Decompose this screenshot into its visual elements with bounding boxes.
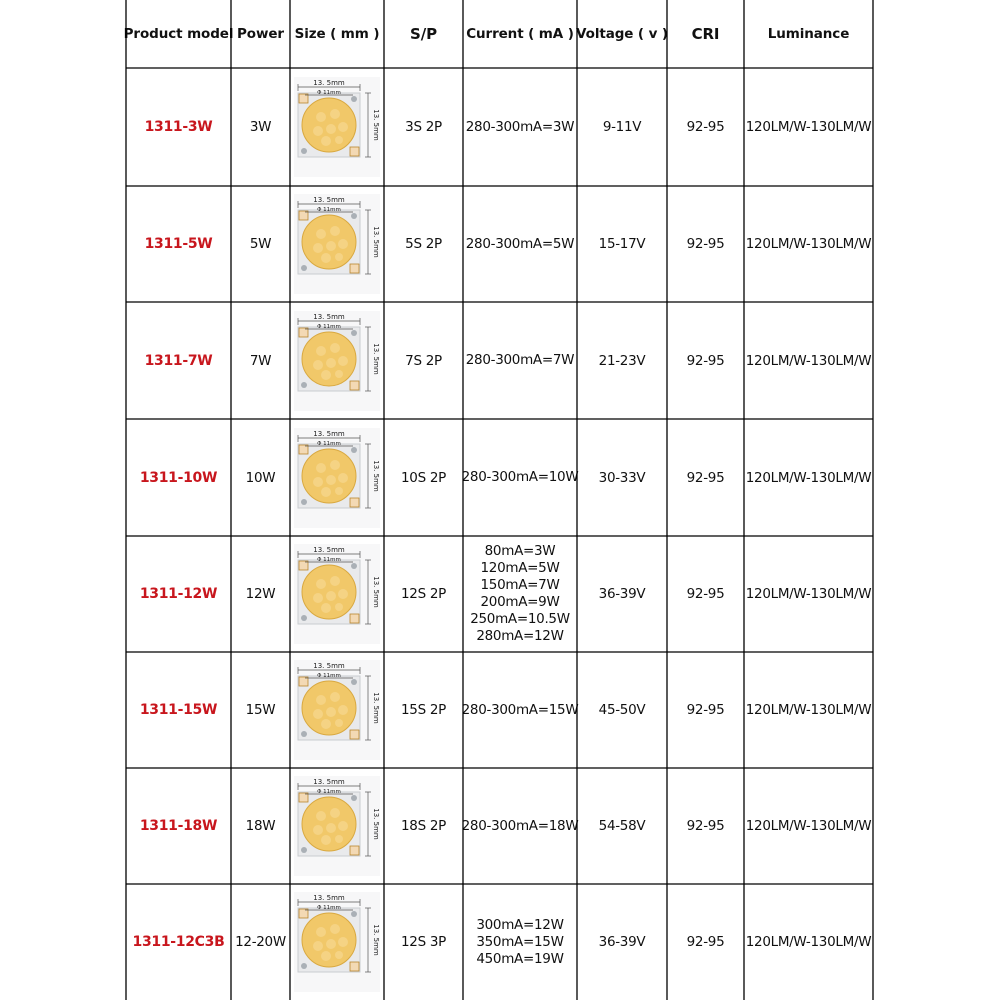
voltage-cell xyxy=(577,302,667,419)
product-model-value: 1311-12W xyxy=(139,586,218,602)
size-cell xyxy=(290,652,384,768)
sp-value: 15S 2P xyxy=(401,702,446,718)
column-header-label: Product model xyxy=(123,26,234,42)
sp-cell xyxy=(384,302,463,419)
luminance-cell xyxy=(744,186,873,302)
chip-height-label: 13. 5mm xyxy=(372,459,380,492)
column-header-power xyxy=(231,0,290,68)
voltage-value: 54-58V xyxy=(598,818,646,834)
current-value: 280-300mA=18W xyxy=(461,817,579,834)
size-cell xyxy=(290,302,384,419)
chip-width-label: 13. 5mm xyxy=(313,312,345,321)
led-phosphor-area xyxy=(302,449,356,503)
column-header-label: Size ( mm ) xyxy=(294,26,380,42)
luminance-cell xyxy=(744,536,873,652)
power-value: 3W xyxy=(249,119,272,135)
chip-diameter-label: Φ 11mm xyxy=(317,557,341,563)
product-model-value: 1311-3W xyxy=(144,119,213,135)
chip-height-label: 13. 5mm xyxy=(372,226,380,258)
chip-height-label: 13. 5mm xyxy=(372,342,380,375)
sp-cell xyxy=(384,652,463,768)
chip-height-label: 13. 5mm xyxy=(372,692,380,724)
product-model-value: 1311-10W xyxy=(139,469,218,486)
sp-value: 18S 2P xyxy=(401,818,446,834)
voltage-cell xyxy=(577,68,667,186)
power-cell xyxy=(231,68,290,186)
cri-cell xyxy=(667,68,744,186)
cob-chip-diagram xyxy=(294,428,380,528)
chip-diameter-label: Φ 11mm xyxy=(317,90,341,96)
cri-value: 92-95 xyxy=(686,702,725,718)
luminance-value: 120LM/W-130LM/W xyxy=(745,702,872,718)
product-model-cell xyxy=(126,68,231,186)
product-model-cell xyxy=(126,768,231,884)
sp-value: 3S 2P xyxy=(405,119,442,135)
cri-cell xyxy=(667,536,744,652)
cri-cell xyxy=(667,652,744,768)
luminance-cell xyxy=(744,768,873,884)
size-cell xyxy=(290,768,384,884)
power-value: 12-20W xyxy=(235,934,286,950)
current-value: 200mA=9W xyxy=(480,594,560,610)
power-value: 18W xyxy=(245,818,276,834)
power-cell xyxy=(231,302,290,419)
voltage-cell xyxy=(577,536,667,652)
column-header-luminance xyxy=(744,0,873,68)
cob-chip-diagram xyxy=(294,660,380,760)
column-header-product-model xyxy=(123,0,234,68)
luminance-cell xyxy=(744,302,873,419)
voltage-cell xyxy=(577,884,667,1000)
column-header-size xyxy=(290,0,384,68)
chip-diameter-label: Φ 11mm xyxy=(317,905,341,911)
product-model-cell xyxy=(126,652,231,768)
chip-height-label: 13. 5mm xyxy=(372,109,380,141)
chip-width-label: 13. 5mm xyxy=(313,894,345,902)
cri-value: 92-95 xyxy=(686,934,725,950)
luminance-cell xyxy=(744,68,873,186)
power-value: 12W xyxy=(245,586,276,602)
cob-chip-diagram xyxy=(294,77,380,177)
product-model-cell xyxy=(126,186,231,302)
cri-value: 92-95 xyxy=(686,586,725,602)
voltage-cell xyxy=(577,768,667,884)
luminance-value: 120LM/W-130LM/W xyxy=(745,119,872,135)
chip-height-label: 13. 5mm xyxy=(372,924,380,956)
sp-value: 7S 2P xyxy=(405,352,442,369)
current-value: 280-300mA=3W xyxy=(465,118,575,135)
cri-cell xyxy=(667,419,744,536)
current-value: 150mA=7W xyxy=(480,577,560,593)
current-value: 250mA=10.5W xyxy=(470,611,570,627)
sp-cell xyxy=(384,419,463,536)
voltage-cell xyxy=(577,652,667,768)
chip-height-label: 13. 5mm xyxy=(372,808,380,840)
cri-cell xyxy=(667,186,744,302)
chip-width-label: 13. 5mm xyxy=(313,546,345,554)
cri-value: 92-95 xyxy=(686,119,725,135)
power-value: 5W xyxy=(249,236,272,252)
cri-cell xyxy=(667,884,744,1000)
led-phosphor-area xyxy=(302,797,356,851)
current-value: 350mA=15W xyxy=(476,933,564,950)
column-header-label: Voltage ( v ) xyxy=(576,26,668,42)
sp-cell xyxy=(384,68,463,186)
luminance-value: 120LM/W-130LM/W xyxy=(745,236,872,252)
luminance-value: 120LM/W-130LM/W xyxy=(745,934,872,950)
led-phosphor-area xyxy=(302,681,356,735)
chip-diameter-label: Φ 11mm xyxy=(317,323,341,330)
cob-chip-diagram xyxy=(294,892,380,992)
current-value: 280-300mA=7W xyxy=(465,352,575,368)
current-cell xyxy=(463,652,577,768)
cri-value: 92-95 xyxy=(686,236,725,252)
cri-value: 92-95 xyxy=(686,469,725,486)
column-header-label: Power xyxy=(237,26,284,42)
current-cell xyxy=(463,186,577,302)
voltage-cell xyxy=(577,186,667,302)
current-cell xyxy=(463,536,577,652)
cri-cell xyxy=(667,302,744,419)
led-phosphor-area xyxy=(302,913,356,967)
chip-height-label: 13. 5mm xyxy=(372,576,380,608)
chip-diameter-label: Φ 11mm xyxy=(317,207,341,213)
size-cell xyxy=(290,68,384,186)
product-model-value: 1311-7W xyxy=(144,352,213,369)
power-cell xyxy=(231,186,290,302)
size-cell xyxy=(290,419,384,536)
led-phosphor-area xyxy=(302,565,356,619)
power-cell xyxy=(231,884,290,1000)
current-value: 80mA=3W xyxy=(484,543,556,559)
luminance-value: 120LM/W-130LM/W xyxy=(745,352,872,369)
chip-width-label: 13. 5mm xyxy=(313,79,345,87)
voltage-value: 30-33V xyxy=(598,469,646,486)
voltage-value: 36-39V xyxy=(598,934,646,950)
power-value: 7W xyxy=(249,352,272,369)
power-cell xyxy=(231,419,290,536)
product-model-value: 1311-18W xyxy=(139,818,218,834)
column-header-label: Luminance xyxy=(767,26,850,42)
product-model-cell xyxy=(126,302,231,419)
chip-width-label: 13. 5mm xyxy=(313,662,345,670)
size-cell xyxy=(290,536,384,652)
power-value: 15W xyxy=(245,702,276,718)
luminance-cell xyxy=(744,884,873,1000)
power-cell xyxy=(231,768,290,884)
cri-value: 92-95 xyxy=(686,352,725,369)
column-header-label: Current ( mA ) xyxy=(466,26,574,42)
voltage-value: 15-17V xyxy=(598,236,646,252)
voltage-value: 21-23V xyxy=(598,352,646,369)
chip-width-label: 13. 5mm xyxy=(313,429,345,438)
current-value: 280-300mA=5W xyxy=(465,235,575,252)
power-cell xyxy=(231,536,290,652)
chip-diameter-label: Φ 11mm xyxy=(317,440,341,447)
column-header-cri xyxy=(667,0,744,68)
led-phosphor-area xyxy=(302,215,356,269)
current-value: 120mA=5W xyxy=(480,560,560,576)
led-phosphor-area xyxy=(302,332,356,386)
voltage-value: 45-50V xyxy=(598,702,646,718)
cob-chip-diagram xyxy=(294,544,380,644)
current-value: 280mA=12W xyxy=(476,628,564,644)
column-header-current xyxy=(463,0,577,68)
sp-cell xyxy=(384,768,463,884)
chip-diameter-label: Φ 11mm xyxy=(317,673,341,679)
power-cell xyxy=(231,652,290,768)
current-cell xyxy=(463,768,577,884)
column-header-sp xyxy=(384,0,463,68)
sp-cell xyxy=(384,884,463,1000)
cob-chip-diagram xyxy=(294,194,380,294)
current-value: 450mA=19W xyxy=(476,950,564,967)
product-model-cell xyxy=(126,536,231,652)
size-cell xyxy=(290,884,384,1000)
current-cell xyxy=(463,302,577,419)
size-cell xyxy=(290,186,384,302)
cob-chip-diagram xyxy=(294,311,380,411)
product-model-value: 1311-5W xyxy=(144,236,213,252)
voltage-cell xyxy=(577,419,667,536)
column-header-label: S/P xyxy=(410,25,437,43)
voltage-value: 36-39V xyxy=(598,586,646,602)
cob-chip-diagram xyxy=(294,776,380,876)
product-model-cell xyxy=(126,419,231,536)
column-header-label: CRI xyxy=(691,25,720,43)
cri-value: 92-95 xyxy=(686,818,725,834)
current-cell xyxy=(463,68,577,186)
chip-width-label: 13. 5mm xyxy=(313,196,345,204)
luminance-cell xyxy=(744,652,873,768)
sp-cell xyxy=(384,536,463,652)
cri-cell xyxy=(667,768,744,884)
chip-width-label: 13. 5mm xyxy=(313,778,345,786)
sp-value: 5S 2P xyxy=(405,236,442,252)
sp-value: 10S 2P xyxy=(401,469,446,486)
current-cell xyxy=(463,884,577,1000)
current-cell xyxy=(463,419,577,536)
current-value: 300mA=12W xyxy=(476,916,564,933)
luminance-value: 120LM/W-130LM/W xyxy=(745,818,872,834)
column-header-voltage xyxy=(577,0,667,68)
power-value: 10W xyxy=(245,469,276,486)
sp-value: 12S 3P xyxy=(401,934,446,950)
led-phosphor-area xyxy=(302,98,356,152)
luminance-value: 120LM/W-130LM/W xyxy=(745,469,872,486)
voltage-value: 9-11V xyxy=(602,119,642,135)
current-value: 280-300mA=10W xyxy=(461,469,579,485)
chip-diameter-label: Φ 11mm xyxy=(317,789,341,795)
sp-cell xyxy=(384,186,463,302)
product-model-value: 1311-15W xyxy=(139,702,218,718)
product-model-cell xyxy=(126,884,231,1000)
luminance-value: 120LM/W-130LM/W xyxy=(745,586,872,602)
product-model-value: 1311-12C3B xyxy=(132,934,225,950)
luminance-cell xyxy=(744,419,873,536)
current-value: 280-300mA=15W xyxy=(461,701,579,718)
sp-value: 12S 2P xyxy=(401,586,446,602)
